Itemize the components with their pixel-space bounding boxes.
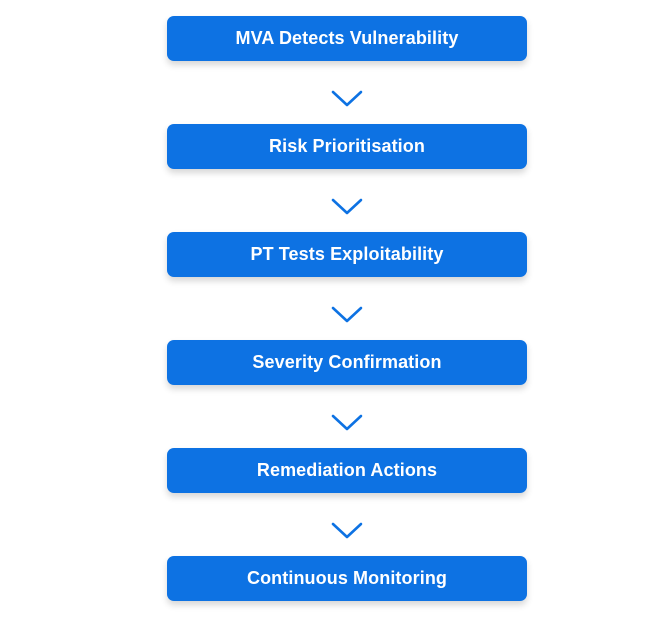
step-label: Continuous Monitoring <box>246 568 448 588</box>
chevron-down-icon <box>331 198 363 216</box>
chevron-down-icon <box>331 306 363 324</box>
step-label: MVA Detects Vulnerability <box>235 28 459 48</box>
step-pt-tests-exploitability <box>167 232 527 277</box>
chevron-down-icon <box>331 414 363 432</box>
chevron-down-icon <box>331 90 363 108</box>
chevron-down-icon <box>331 522 363 540</box>
step-continuous-monitoring <box>167 556 527 601</box>
step-label: Remediation Actions <box>256 460 438 480</box>
step-label: Severity Confirmation <box>252 352 442 372</box>
step-label: Risk Prioritisation <box>269 136 425 156</box>
step-remediation-actions <box>167 448 527 493</box>
step-risk-prioritisation <box>167 124 527 169</box>
step-label: PT Tests Exploitability <box>250 244 444 264</box>
step-mva-detects-vulnerability <box>167 16 527 61</box>
step-severity-confirmation <box>167 340 527 385</box>
